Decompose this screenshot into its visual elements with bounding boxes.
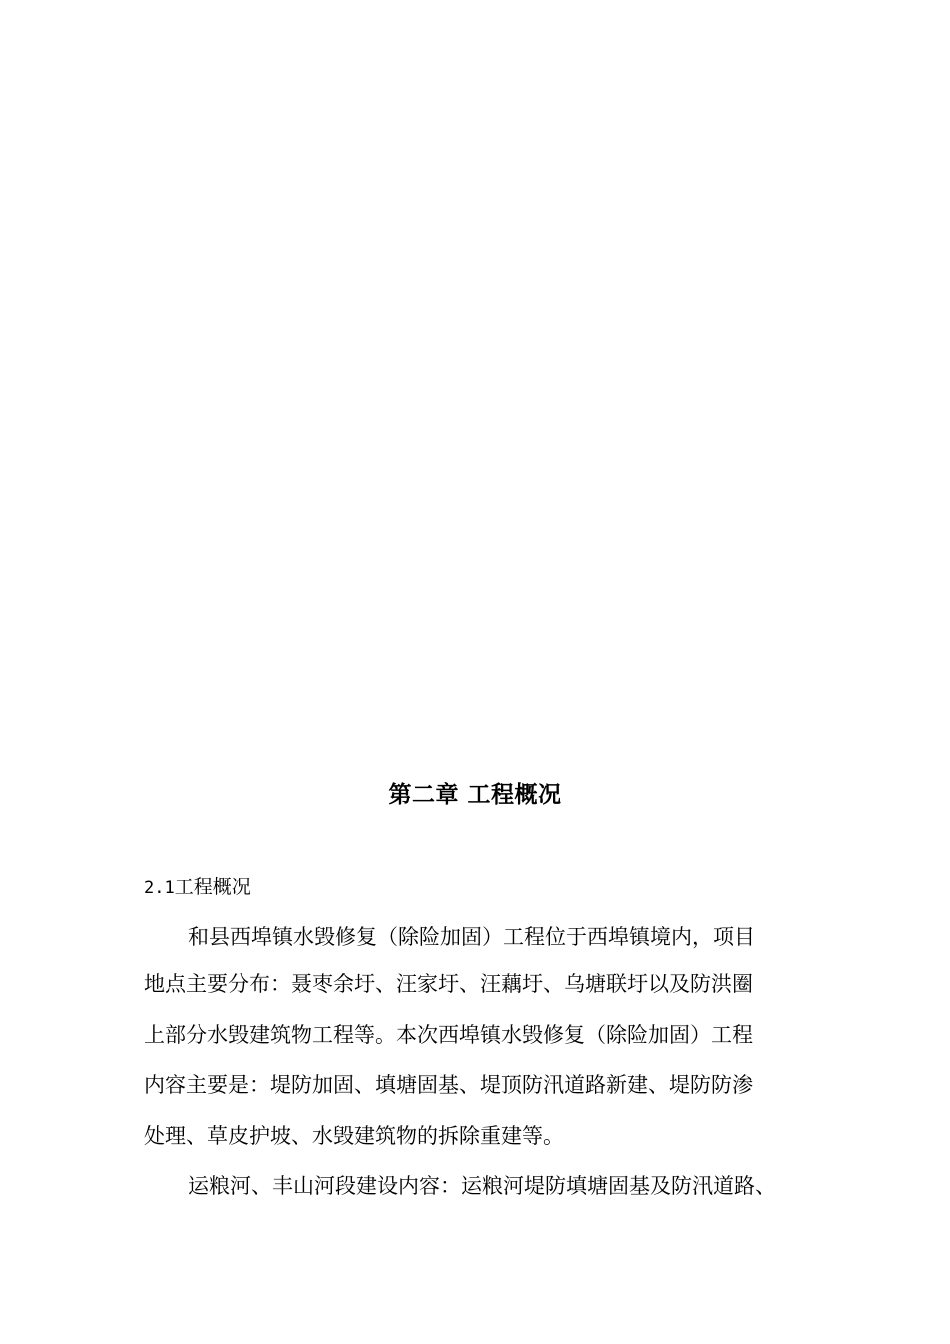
section-number: 2.1 <box>144 878 175 898</box>
paragraph-1-line-1: 和县西埠镇水毁修复（除险加固）工程位于西埠镇境内，项目 <box>188 925 755 949</box>
paragraph-1-line-4: 内容主要是：堤防加固、填塘固基、堤顶防汛道路新建、堤防防渗 <box>144 1073 753 1097</box>
paragraph-1-line-5: 处理、草皮护坡、水毁建筑物的拆除重建等。 <box>144 1124 564 1148</box>
chapter-title: 第二章 工程概况 <box>388 782 562 808</box>
section-heading <box>144 872 251 903</box>
paragraph-1-line-3: 上部分水毁建筑物工程等。本次西埠镇水毁修复（除险加固）工程 <box>144 1023 753 1047</box>
section-title: 工程概况 <box>174 876 251 898</box>
paragraph-1-line-2: 地点主要分布：聂枣余圩、汪家圩、汪藕圩、乌塘联圩以及防洪圈 <box>144 972 753 996</box>
paragraph-2-line-1: 运粮河、丰山河段建设内容：运粮河堤防填塘固基及防汛道路、 <box>188 1174 776 1198</box>
